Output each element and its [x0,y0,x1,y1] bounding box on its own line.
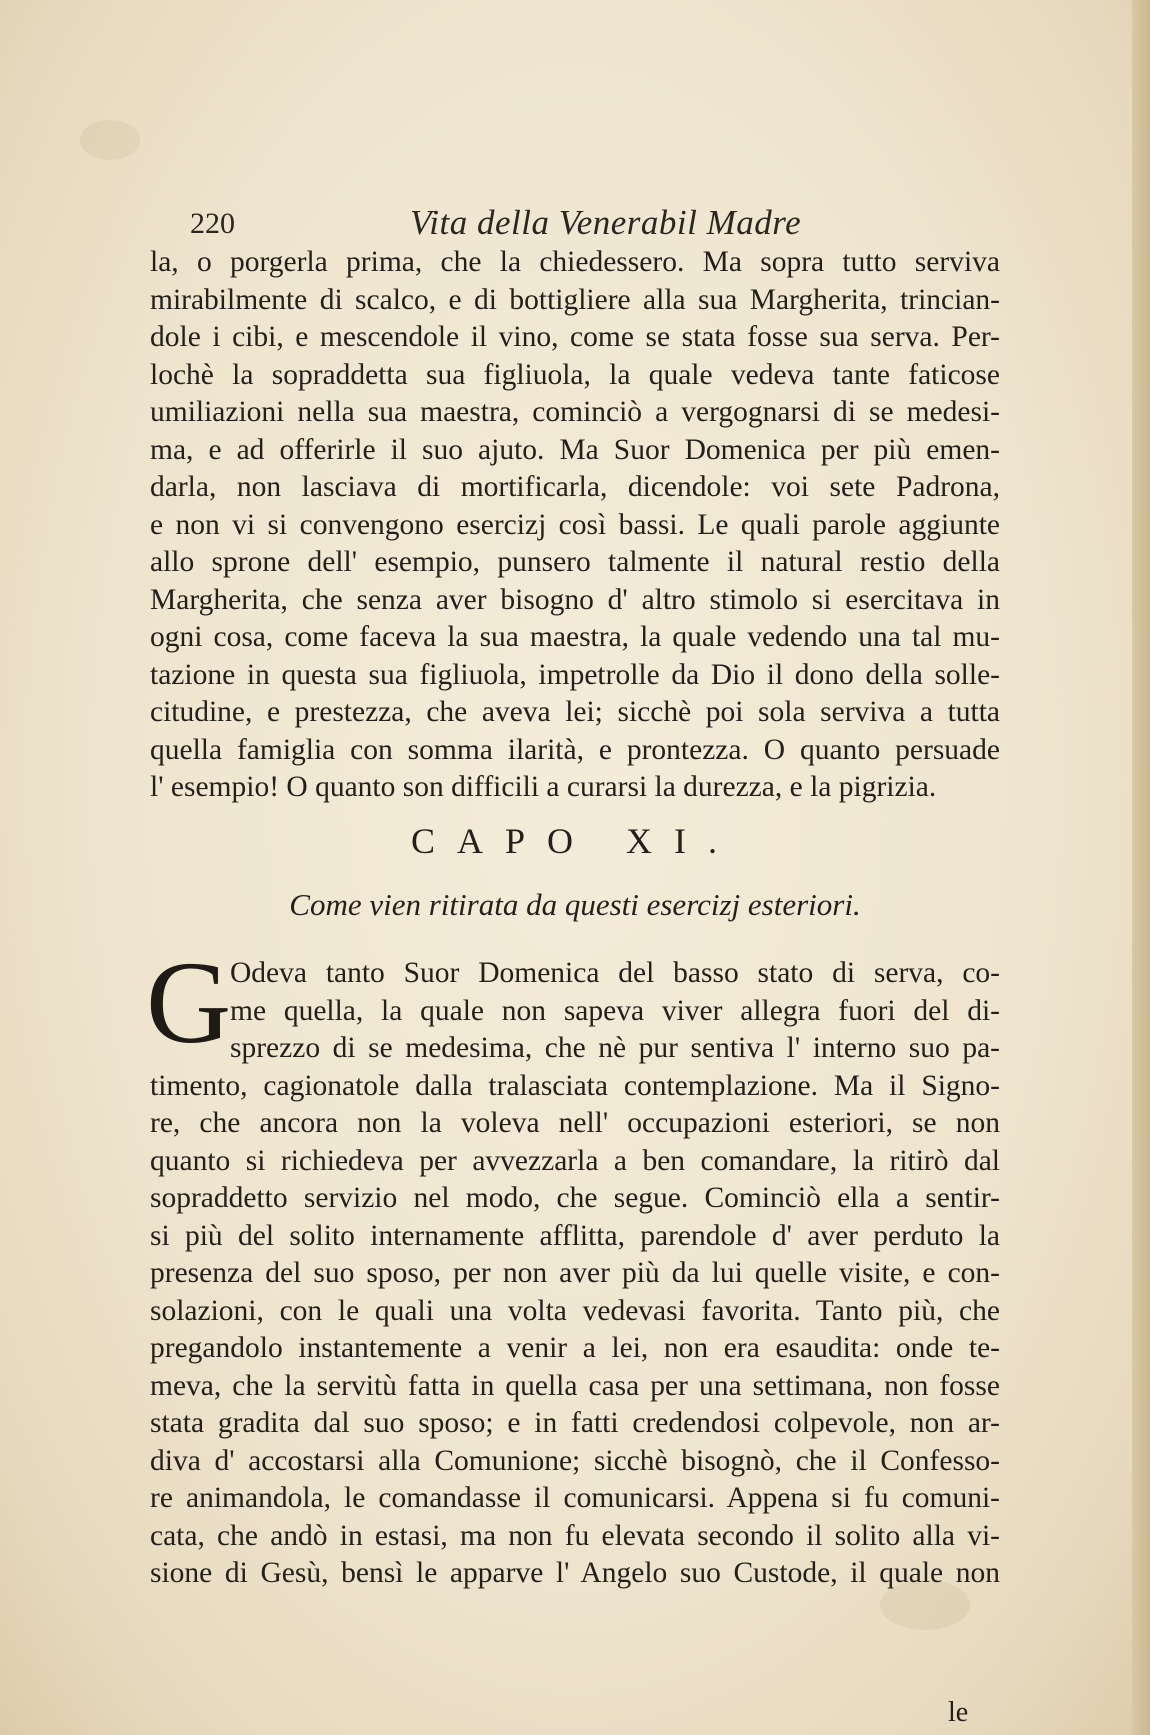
text-line: citudine, e prestezza, che aveva lei; sicchè poi sola serviva a tutta [150,696,1000,728]
text-line: sopraddetto servizio nel modo, che segue. Cominciò ella a sentir- [150,1182,1000,1214]
paper-stain [80,120,140,160]
text-line: me quella, la quale non sapeva viver allegra fuori del di- [230,994,1000,1027]
text-line: presenza del suo sposo, per non aver più da lui quelle visite, e con- [150,1257,1000,1289]
text-line: cata, che andò in estasi, ma non fu elevata secondo il solito alla vi- [150,1519,1000,1552]
page-header [190,203,990,247]
catchword: le [948,1697,969,1728]
text-line: quanto si richiedeva per avvezzarla a ben comandare, la ritirò dal [150,1144,1000,1177]
text-line: la, o porgerla prima, che la chiedessero. Ma sopra tutto serviva [150,246,1000,278]
text-line: darla, non lasciava di mortificarla, dicendole: voi sete Padrona, [150,471,1000,503]
paragraph-2 [150,955,1000,1593]
page-number: 220 [190,207,235,240]
text-line: re animandola, le comandasse il comunicarsi. Appena si fu comuni- [150,1482,1000,1514]
drop-cap: G [146,937,232,1068]
text-line: Margherita, che senza aver bisogno d' altro stimolo si esercitava in [150,583,1000,616]
text-line: timento, cagionatole dalla tralasciata contemplazione. Ma il Signo- [150,1069,1000,1102]
running-head: Vita della Venerabil Madre [410,203,802,242]
text-line: umiliazioni nella sua maestra, cominciò a vergognarsi di se medesi- [150,396,1000,428]
text-line: stata gradita dal suo sposo; e in fatti credendosi colpevole, non ar- [150,1407,1000,1439]
paragraph-1 [150,244,1000,807]
text-line: diva d' accostarsi alla Comunione; sicchè bisognò, che il Confesso- [150,1444,1000,1477]
text-line: ogni cosa, come faceva la sua maestra, la quale vedendo una tal mu- [150,621,1000,653]
text-line: lochè la sopraddetta sua figliuola, la quale vedeva tante faticose [150,358,1000,391]
text-line: tazione in questa sua figliuola, impetrolle da Dio il dono della solle- [150,658,1000,691]
page-edge [1132,0,1150,1735]
text-line: dole i cibi, e mescendole il vino, come se stata fosse sua serva. Per- [150,321,1000,353]
text-line: l' esempio! O quanto son difficili a curarsi la durezza, e la pigrizia. [150,771,937,803]
text-line: quella famiglia con somma ilarità, e prontezza. O quanto persuade [150,733,1000,766]
chapter-title: CAPO XI. [410,821,739,861]
text-line: allo sprone dell' esempio, punsero talmente il natural restio della [150,546,1000,578]
text-line: e non vi si convengono esercizj così bassi. Le quali parole aggiunte [150,508,1000,541]
text-line: mirabilmente di scalco, e di bottigliere alla sua Margherita, trincian- [150,283,1000,316]
text-line: pregandolo instantemente a venir a lei, non era esaudita: onde te- [150,1332,1000,1364]
text-line: re, che ancora non la voleva nell' occupazioni esteriori, se non [150,1107,1000,1139]
text-line: sprezzo di se medesima, che nè pur sentiva l' interno suo pa- [230,1032,1000,1064]
text-line: sione di Gesù, bensì le apparve l' Angelo suo Custode, il quale non [150,1557,1000,1589]
text-line: si più del solito internamente afflitta, parendole d' aver perduto la [150,1219,1000,1252]
chapter-subtitle: Come vien ritirata da questi esercizj esteriori. [289,887,861,922]
text-line: meva, che la servitù fatta in quella casa per una settimana, non fosse [150,1369,1000,1402]
text-line: ma, e ad offerirle il suo ajuto. Ma Suor Domenica per più emen- [150,433,1000,466]
text-line: solazioni, con le quali una volta vedevasi favorita. Tanto più, che [150,1294,1000,1327]
text-line: Odeva tanto Suor Domenica del basso stato di serva, co- [230,957,1000,989]
